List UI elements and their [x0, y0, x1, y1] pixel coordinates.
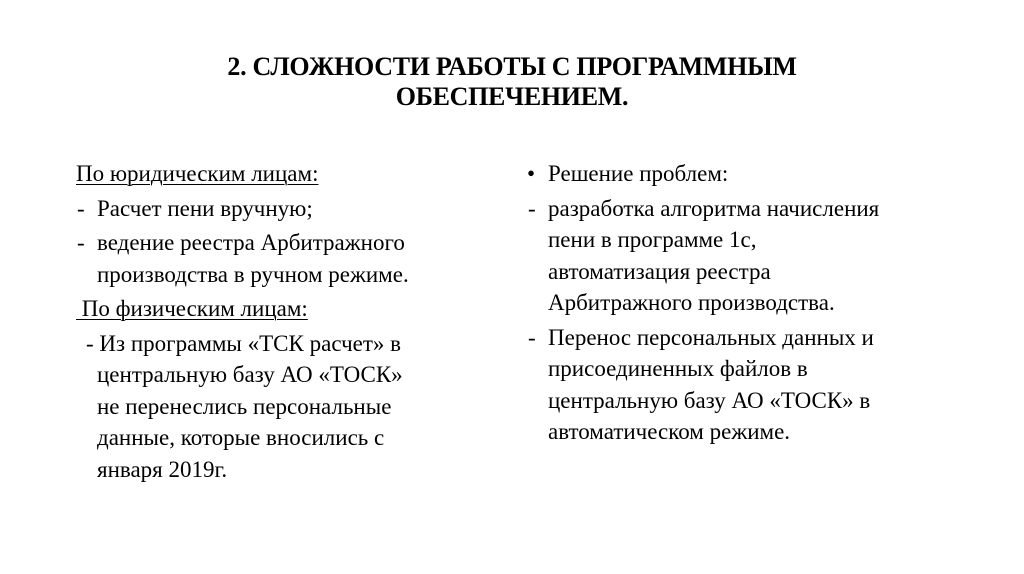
list-item-line: присоединенных файлов в — [548, 356, 808, 381]
dash-marker-icon: - — [528, 195, 536, 221]
list-item — [76, 193, 506, 225]
list-item-line: Арбитражного производства. — [548, 290, 835, 315]
list-item-line: производства в ручном режиме. — [97, 261, 409, 287]
list-item — [527, 193, 967, 319]
list-item-line: автоматизация реестра — [548, 258, 771, 284]
legal-entities-heading: По юридическим лицам: — [76, 161, 319, 186]
list-item-text — [97, 359, 506, 485]
dash-marker-icon: - — [77, 195, 85, 221]
list-item-line: января 2019г. — [97, 456, 228, 482]
list-item-text — [548, 322, 967, 448]
list-item-first-line — [86, 328, 506, 360]
list-item-line: разработка алгоритма начисления — [548, 195, 880, 221]
list-item-line: центральную базу АО «ТОСК» в — [548, 387, 871, 413]
dash-marker-icon: - — [77, 230, 85, 255]
list-item-line: пени в программе 1с, — [548, 227, 757, 252]
list-item-line: Из программы «ТСК расчет» в — [99, 330, 402, 356]
individuals-heading: По физическим лицам: — [76, 296, 308, 321]
slide-title-line-1: 2. СЛОЖНОСТИ РАБОТЫ С ПРОГРАММНЫМ — [227, 52, 797, 81]
list-item — [527, 322, 967, 448]
list-item-line: центральную базу АО «ТОСК» — [97, 362, 403, 387]
dash-marker-icon: - — [528, 324, 536, 350]
solutions-heading — [527, 158, 967, 190]
slide-title-line-2: ОБЕСПЕЧЕНИЕМ. — [395, 82, 629, 111]
list-item-text — [97, 227, 506, 290]
list-item-text — [97, 193, 506, 225]
list-item-line: Расчет пени вручную; — [97, 195, 313, 221]
list-item-line: Перенос персональных данных и — [548, 324, 874, 350]
list-item-line: автоматическом режиме. — [548, 419, 791, 444]
dash-marker-icon: - — [86, 330, 94, 356]
bullet-icon: • — [527, 161, 536, 186]
list-item — [76, 227, 506, 290]
list-item-line: не перенеслись персональные — [97, 393, 392, 419]
list-item — [76, 328, 506, 486]
right-column — [527, 158, 967, 451]
list-item-line: ведение реестра Арбитражного — [97, 230, 405, 255]
list-item-line: данные, которые вносились с — [97, 425, 385, 450]
solutions-heading-text: Решение проблем: — [548, 161, 729, 186]
slide-title — [0, 52, 1024, 112]
left-column — [76, 158, 506, 488]
list-item-text — [548, 193, 967, 319]
